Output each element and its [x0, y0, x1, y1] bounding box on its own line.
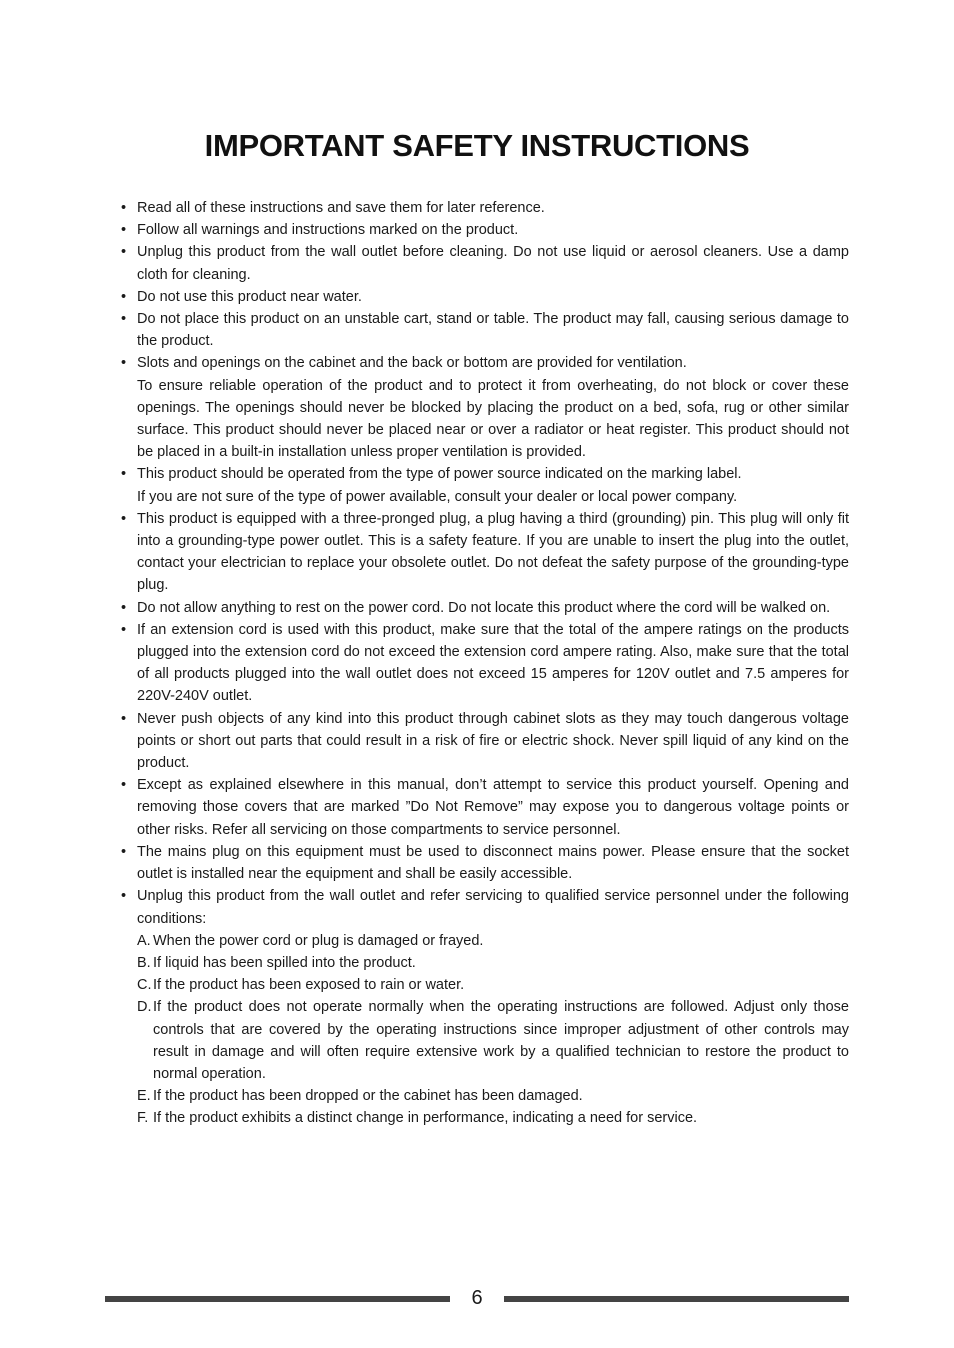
instruction-text: Slots and openings on the cabinet and the back or bottom are provided for ventilation.: [137, 355, 687, 372]
bullet-icon: •: [121, 311, 127, 328]
instruction-item: [119, 197, 849, 219]
service-condition-item: [137, 952, 849, 974]
instruction-text: If an extension cord is used with this product, make sure that the total of the ampere ratings on the products plugged into the extension cord do not exceed the extension cord ampere rating. Also, make sure that the total of all products plugged into the wall outlet does not exceed 15 amperes for 120V outlet and 7.5 amperes for 220V-240V outlet.: [137, 621, 849, 705]
service-condition-item: [137, 974, 849, 996]
instructions-body: [119, 197, 849, 1130]
bullet-icon: •: [121, 599, 127, 616]
instruction-item: [119, 508, 849, 597]
condition-letter: A.: [137, 932, 151, 949]
page-footer: [105, 1286, 849, 1310]
service-conditions-list: [137, 930, 849, 1130]
bullet-icon: •: [121, 888, 127, 905]
instruction-text: Do not use this product near water.: [137, 288, 362, 305]
instruction-text: Read all of these instructions and save them for later reference.: [137, 200, 545, 216]
instruction-item: [119, 219, 849, 241]
instruction-text: Unplug this product from the wall outlet and refer servicing to qualified service personnel under the following conditions:: [137, 888, 849, 927]
bullet-icon: •: [121, 621, 127, 638]
instruction-text: Do not place this product on an unstable cart, stand or table. The product may fall, causing serious damage to the product.: [137, 311, 849, 350]
instruction-item: [119, 597, 849, 619]
bullet-icon: •: [121, 244, 127, 261]
service-condition-item: [137, 1107, 849, 1129]
instruction-item: [119, 352, 849, 463]
instruction-item: [119, 463, 849, 507]
condition-letter: B.: [137, 954, 151, 971]
bullet-icon: •: [121, 510, 127, 527]
condition-text: If the product exhibits a distinct change in performance, indicating a need for service.: [153, 1110, 698, 1127]
condition-text: If the product does not operate normally when the operating instructions are followed. Adjust only those controls that are covered by the operating instructions since improper adjustment of other controls may result in damage and will often require extensive work by a qualified technician to restore the product to normal operation.: [153, 999, 849, 1082]
instruction-text: This product should be operated from the type of power source indicated on the marking label.: [137, 466, 742, 483]
condition-text: If liquid has been spilled into the product.: [153, 954, 416, 971]
condition-letter: D.: [137, 999, 152, 1016]
service-condition-item: [137, 930, 849, 952]
footer-rule-left: [105, 1296, 450, 1302]
instruction-item: [119, 841, 849, 885]
bullet-icon: •: [121, 288, 127, 305]
condition-text: When the power cord or plug is damaged or frayed.: [153, 932, 484, 949]
bullet-icon: •: [121, 843, 127, 860]
instruction-item: [119, 308, 849, 352]
instruction-text: This product is equipped with a three-pronged plug, a plug having a third (grounding) pin. This plug will only fit into a grounding-type power outlet. This is a safety feature. If you are unable to insert the plug into the outlet, contact your electrician to replace your obsolete outlet. Do not defeat the safety purpose of the grounding-type plug.: [137, 510, 849, 594]
instruction-item: [119, 286, 849, 308]
page-number: 6: [471, 1287, 483, 1309]
page-title: IMPORTANT SAFETY INSTRUCTIONS: [204, 128, 750, 163]
condition-letter: E.: [137, 1088, 151, 1105]
bullet-icon: •: [121, 710, 127, 727]
instruction-text: Do not allow anything to rest on the power cord. Do not locate this product where the cord will be walked on.: [137, 599, 831, 616]
bullet-icon: •: [121, 200, 127, 216]
condition-letter: F.: [137, 1110, 149, 1127]
instruction-text: Follow all warnings and instructions marked on the product.: [137, 222, 519, 239]
instruction-item: [119, 708, 849, 775]
service-condition-item: [137, 1085, 849, 1107]
instruction-text: Unplug this product from the wall outlet before cleaning. Do not use liquid or aerosol cleaners. Use a damp cloth for cleaning.: [137, 244, 849, 283]
instruction-text: If you are not sure of the type of power available, consult your dealer or local power company.: [137, 488, 738, 505]
condition-text: If the product has been dropped or the cabinet has been damaged.: [153, 1088, 583, 1105]
safety-instructions-list: [119, 197, 849, 1130]
bullet-icon: •: [121, 355, 127, 372]
instruction-text: To ensure reliable operation of the product and to protect it from overheating, do not block or cover these openings. The openings should never be blocked by placing the product on a bed, sofa, rug or other similar surface. This product should never be placed near or over a radiator or heat register. This product should not be placed in a built-in installation unless proper ventilation is provided.: [137, 377, 849, 461]
instruction-text: Except as explained elsewhere in this manual, don’t attempt to service this product yourself. Opening and removing those covers that are marked ”Do Not Remove” may expose you to dangerous voltage points or other risks. Refer all servicing on those compartments to service personnel.: [137, 777, 849, 838]
condition-text: If the product has been exposed to rain or water.: [153, 977, 465, 994]
instruction-text: The mains plug on this equipment must be used to disconnect mains power. Please ensure that the socket outlet is installed near the equipment and shall be easily accessible.: [137, 843, 849, 883]
instruction-text: Never push objects of any kind into this product through cabinet slots as they may touch dangerous voltage points or short out parts that could result in a risk of fire or electric shock. Never spill liquid of any kind on the product.: [137, 710, 849, 772]
footer-rule-right: [504, 1296, 849, 1302]
bullet-icon: •: [121, 466, 127, 483]
instruction-item: [119, 774, 849, 841]
condition-letter: C.: [137, 977, 152, 994]
instruction-item: [119, 619, 849, 708]
bullet-icon: •: [121, 222, 127, 239]
service-condition-item: [137, 996, 849, 1085]
instruction-item: [119, 885, 849, 1129]
bullet-icon: •: [121, 777, 127, 794]
instruction-item: [119, 241, 849, 285]
